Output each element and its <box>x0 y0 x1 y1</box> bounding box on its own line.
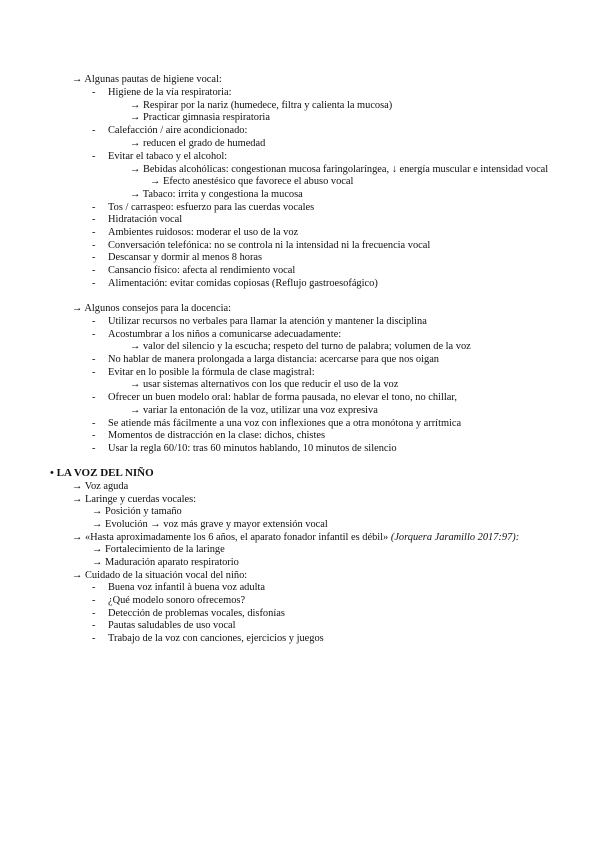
bullet-dash: - <box>92 354 96 365</box>
sub-sub-item: → Efecto anestésico que favorece el abuso vocal <box>150 176 354 187</box>
citation: (Jorquera Jaramillo 2017:97): <box>390 532 520 543</box>
list-item: Utilizar recursos no verbales para llamar la atención y mantener la disciplina <box>108 316 427 327</box>
list-item: ¿Qué modelo sonoro ofrecemos? <box>108 595 246 606</box>
bullet-dash: - <box>92 367 96 378</box>
list-item: → Voz aguda <box>72 481 129 492</box>
list-item: Tos / carraspeo: esfuerzo para las cuerdas vocales <box>108 202 315 213</box>
section-title: • LA VOZ DEL NIÑO <box>50 467 154 479</box>
heading-docencia: → Algunos consejos para la docencia: <box>72 303 231 314</box>
bullet-dash: - <box>92 418 96 429</box>
list-item: → Cuidado de la situación vocal del niño: <box>72 570 248 581</box>
bullet-dash: - <box>92 595 96 606</box>
bullet-dash: - <box>92 214 96 225</box>
bullet-dash: - <box>92 608 96 619</box>
bullet-dash: - <box>92 227 96 238</box>
sub-item: → usar sistemas alternativos con los que reducir el uso de la voz <box>130 379 399 390</box>
sub-item: → reducen el grado de humedad <box>130 138 266 149</box>
bullet-dash: - <box>92 392 96 403</box>
sub-item: → valor del silencio y la escucha; respeto del turno de palabra; volumen de la voz <box>130 341 471 352</box>
list-item: Pautas saludables de uso vocal <box>108 620 236 631</box>
bullet-dash: - <box>92 316 96 327</box>
bullet-dash: - <box>92 443 96 454</box>
sub-item: → Evolución → voz más grave y mayor extensión vocal <box>92 519 328 530</box>
bullet-dash: - <box>92 582 96 593</box>
list-item: Trabajo de la voz con canciones, ejercicios y juegos <box>108 633 324 644</box>
bullet-dash: - <box>92 240 96 251</box>
sub-item: → Respirar por la nariz (humedece, filtra y calienta la mucosa) <box>130 100 393 111</box>
sub-item: → Tabaco: irrita y congestiona la mucosa <box>130 189 303 200</box>
sub-item: → variar la entonación de la voz, utilizar una voz expresiva <box>130 405 378 416</box>
bullet-dash: - <box>92 87 96 98</box>
bullet-dash: - <box>92 265 96 276</box>
list-item: Momentos de distracción en la clase: dichos, chistes <box>108 430 325 441</box>
list-item: Detección de problemas vocales, disfonías <box>108 608 285 619</box>
heading-higiene-vocal: → Algunas pautas de higiene vocal: <box>72 74 222 85</box>
sub-item: → Fortalecimiento de la laringe <box>92 544 225 555</box>
bullet-dash: - <box>92 278 96 289</box>
list-item: Hidratación vocal <box>108 214 183 225</box>
bullet-dash: - <box>92 633 96 644</box>
list-item: Cansancio físico: afecta al rendimiento vocal <box>108 265 296 276</box>
sub-item: → Maduración aparato respiratorio <box>92 557 239 568</box>
list-item: Higiene de la vía respiratoria: <box>108 87 232 98</box>
list-item: Acostumbrar a los niños a comunicarse adecuadamente: <box>108 329 342 340</box>
list-item: Buena voz infantil à buena voz adulta <box>108 582 265 593</box>
list-item: Conversación telefónica: no se controla ni la intensidad ni la frecuencia vocal <box>108 240 431 251</box>
sub-item: → Bebidas alcohólicas: congestionan mucosa faringolaríngea, ↓ energía muscular e intensidad vocal <box>130 164 549 175</box>
list-item: Usar la regla 60/10: tras 60 minutos hablando, 10 minutos de silencio <box>108 443 397 454</box>
bullet-dash: - <box>92 202 96 213</box>
list-item: → Laringe y cuerdas vocales: <box>72 494 197 505</box>
quote-text: → «Hasta aproximadamente los 6 años, el aparato fonador infantil es débil» <box>72 532 389 543</box>
bullet-dash: - <box>92 329 96 340</box>
bullet-dash: - <box>92 430 96 441</box>
list-item: Calefacción / aire acondicionado: <box>108 125 248 136</box>
list-item: Alimentación: evitar comidas copiosas (Reflujo gastroesofágico) <box>108 278 378 289</box>
list-item: Evitar en lo posible la fórmula de clase magistral: <box>108 367 315 378</box>
bullet-dash: - <box>92 620 96 631</box>
sub-item: → Posición y tamaño <box>92 506 182 517</box>
list-item: No hablar de manera prolongada a larga distancia: acercarse para que nos oigan <box>108 354 439 365</box>
bullet-dash: - <box>92 125 96 136</box>
bullet-dash: - <box>92 151 96 162</box>
list-item: Se atiende más fácilmente a una voz con inflexiones que a otra monótona y arrítmica <box>108 418 462 429</box>
list-item: Evitar el tabaco y el alcohol: <box>108 151 228 162</box>
list-item: Ambientes ruidosos: moderar el uso de la voz <box>108 227 299 238</box>
list-item: Ofrecer un buen modelo oral: hablar de forma pausada, no elevar el tono, no chillar, <box>108 392 457 403</box>
bullet-dash: - <box>92 252 96 263</box>
sub-item: → Practicar gimnasia respiratoria <box>130 112 270 123</box>
list-item: Descansar y dormir al menos 8 horas <box>108 252 263 263</box>
